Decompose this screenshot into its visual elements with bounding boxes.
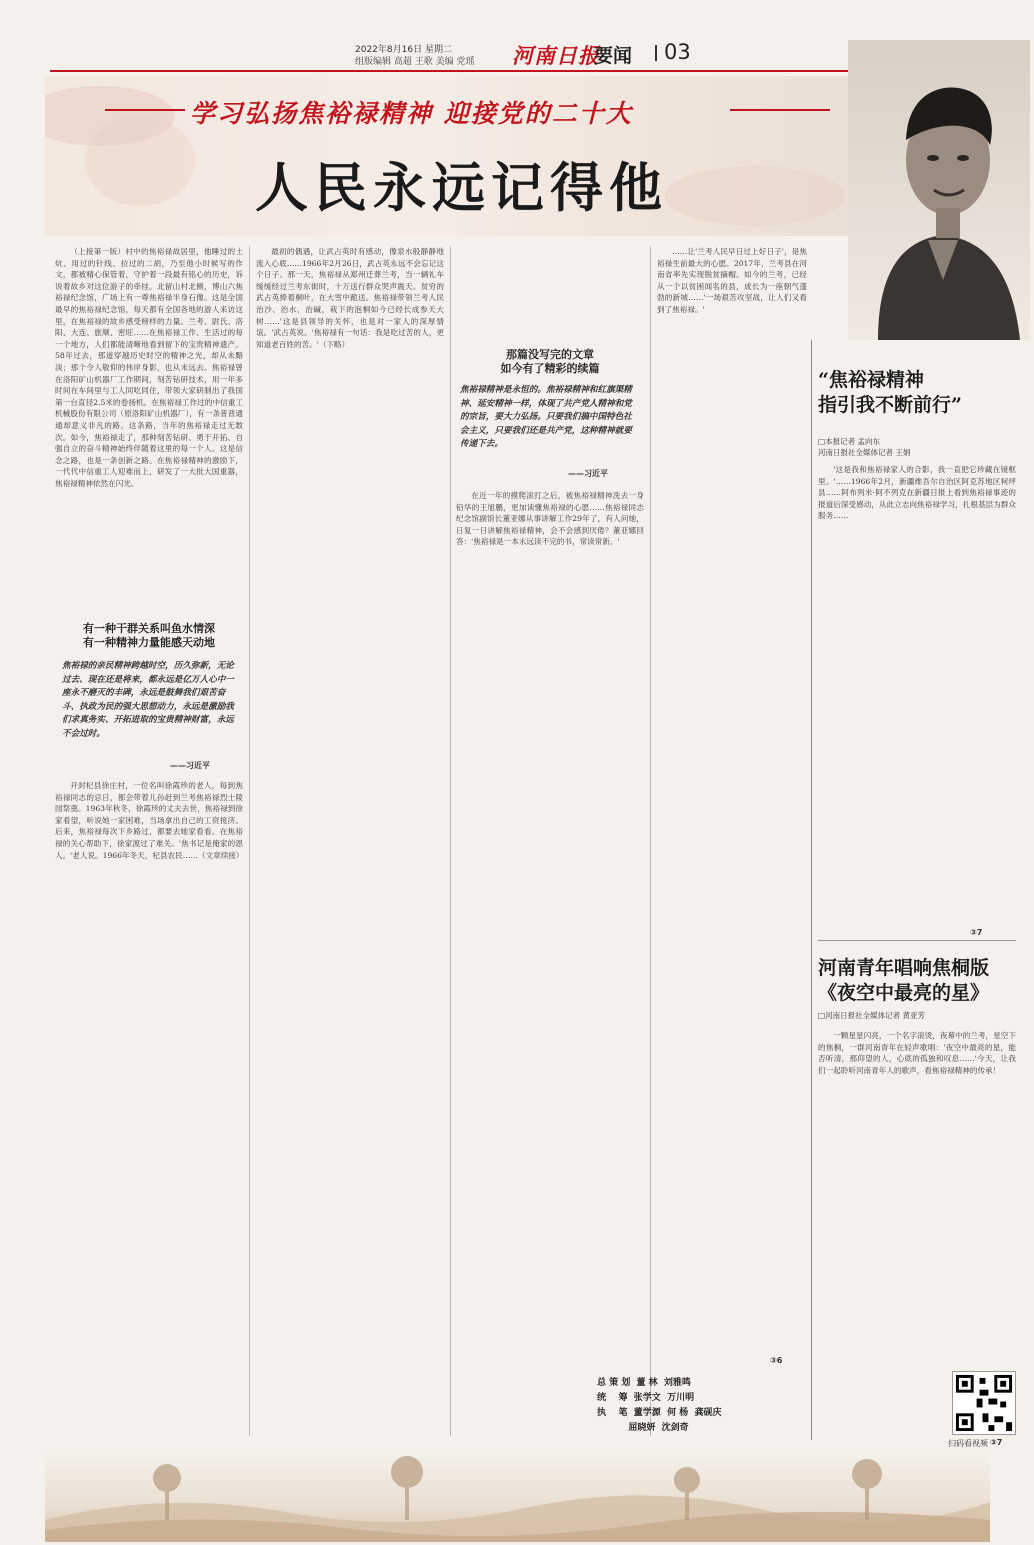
newspaper-logo: 河南日报 [512, 43, 600, 68]
landscape-illustration [45, 1450, 990, 1542]
campaign-slogan: 学习弘扬焦裕禄精神 迎接党的二十大 [190, 99, 633, 128]
quote-signature-2: ——习近平 [568, 469, 608, 478]
footer-decoration [45, 1450, 990, 1542]
quote-text: 焦裕禄精神是永恒的。焦裕禄精神和红旗渠精神、延安精神一样，体现了共产党人精神和党的宗旨，要大力弘扬。只要我们搞中国特色社会主义，只要我们还是共产党，这种精神就要传递下去。 [460, 385, 632, 449]
article-text: 最初的偶遇，让武占英时有感动，像泉水般静静地流入心底……1966年2月26日，武占英永远不会忘记这个日子。那一天，焦裕禄从郑州迁葬兰考，当一辆礼车缓缓经过兰考东街时，十万送行群众哭声震天。贫穷的武占英捧着桐叶，在大雪中跪送。焦裕禄带领兰考人民治沙、治水、治碱，栽下的泡桐如今已经长成参天大树……'这是县领导的关怀，也是对一家人的深厚情谊。'武占英说。'焦裕禄有一句话：我是吃过苦的人，更知道老百姓的苦。'（下略） [256, 247, 444, 349]
sidebar-text: 一颗星星闪亮，一个名字滚烫，夜幕中的兰考，星空下的焦桐，一群河南青年在轻声歌唱：'夜空中最亮的星，能否听清，那仰望的人，心底的孤独和叹息……'今天，让我们一起聆听河南青年人的歌声，看焦裕禄精神的传承！ [818, 1031, 1016, 1075]
quote-text: 焦裕禄的亲民精神跨越时空，历久弥新，无论过去、现在还是将来，都永远是亿万人心中一座永不磨灭的丰碑，永远是鼓舞我们艰苦奋斗、执政为民的强大思想动力，永远是激励我们求真务实、开拓进取的宝贵精神财富，永远不会过时。 [62, 661, 234, 739]
end-mark: ③7 [970, 928, 983, 937]
column-divider [650, 246, 651, 1436]
article-column-1-bottom [55, 780, 243, 1440]
end-mark: ③7 [990, 1438, 1003, 1447]
subheading-text: 有一种干群关系叫鱼水情深 有一种精神力量能感天动地 [83, 622, 215, 649]
article-column-3 [456, 490, 644, 1436]
sidebar-byline-2: □河南日报社全媒体记者 黄亚芳 [818, 1011, 925, 1020]
sidebar-headline-2: 河南青年唱响焦桐版 《夜空中最亮的星》 [818, 957, 990, 1004]
flower-decoration [85, 116, 195, 206]
sidebar-headline-1: “焦裕禄精神 指引我不断前行” [818, 369, 962, 416]
credits-text: 总 策 划 董 林 刘雅鸣 统 筹 张学文 万川明 执 笔 董学源 何 杨 龚砚庆 屈晓妍 沈剑奇 [597, 1378, 722, 1433]
xi-quote-1 [62, 660, 238, 741]
section-name: 要闻 [594, 45, 633, 67]
sidebar-byline-1: □本报记者 孟向东 河南日报社全媒体记者 王娟 [818, 437, 911, 457]
slogan-rule-left [105, 109, 185, 111]
column-divider [450, 246, 451, 1436]
qr-code-label: 扫码看视频 [948, 1439, 988, 1448]
sidebar-text: '这是我和焦裕禄家人的合影，我一直把它珍藏在镜框里。'……1966年2月，新疆维吾尔自治区阿克苏地区柯坪县……阿布列米·阿不列克在新疆日报上看到焦裕禄事迹的报道后深受感动，从此立志向焦裕禄学习，扎根基层为群众服务…… [818, 465, 1016, 521]
sidebar-divider [811, 340, 812, 1440]
portrait-image [848, 40, 1030, 340]
issue-info [355, 44, 474, 68]
issue-date: 2022年8月16日 星期二 [355, 45, 452, 55]
slogan-rule-right [730, 109, 830, 111]
subheading-2 [456, 348, 644, 376]
column-divider [249, 246, 250, 1436]
article-text: 开封杞县徐庄村，一位名叫徐霞珍的老人，每到焦裕禄同志的忌日，都会带着儿孙赶到兰考焦裕禄烈士陵园祭奠。1963年秋冬，徐霞珍的丈夫去世，焦裕禄到徐家看望，听说她一家困难，当场拿出自己的工资接济。后来，焦裕禄每次下乡路过，都要去她家看看。在焦裕禄的关心帮助下，徐家渡过了难关。'焦书记是俺家的恩人。'老人说。1966年冬天，杞县农民……（文章续接） [55, 781, 243, 860]
sidebar-story-1 [818, 464, 1016, 924]
article-text: （上接第一版）村中的焦裕禄故居里，他睡过的土炕、用过的针线、拉过的二胡，乃至他小时候写的作文，都被精心保管着，守护着一段最有铭心的历史，诉说着故乡对这位游子的牵挂。北留山村北侧，博山六焦裕禄纪念馆，广场上有一尊焦裕禄半身石像。这是全国最早的焦裕禄纪念馆，每天都有全国各地的游人来访这里，在焦裕禄的故乡感受榜样的力量。兰考、尉氏、洛阳、大连、旅顺、密旺……在焦裕禄工作、生活过的每一个地方，人们都能清晰地看到留下的宝贵精神遗产。58年过去，那道穿越历史时空的精神之光，却从未黯淡；那个令人敬仰的伟岸身影，也从未远去。焦裕禄曾在洛阳矿山机器厂工作期间，刻苦钻研技术，用一年多时间在车间里与工人同吃同住，带领大家研制出了我国第一台直径2.5米的卷扬机。在焦裕禄工作过的中信重工机械股份有限公司（原洛阳矿山机器厂），有一条普普通通却意义非凡的路。这条路，当年的焦裕禄走过无数次。如今，焦裕禄走了，那种刻苦钻研、勇于开拓、自强自立的奋斗精神始终伴随着这里的每一个人。这是信念之路，也是一条创新之路。在焦裕禄精神的激励下，一代代中信重工人迎难而上，研发了一大批大国重器，焦裕禄精神依然在闪光。 [55, 247, 243, 488]
article-column-2 [256, 246, 444, 1436]
article-text: ……让'兰考人民早日过上好日子'，是焦裕禄生前最大的心愿。2017年，兰考县在河南省率先实现脱贫摘帽。如今的兰考，已经从一个以贫困闻名的县，成长为一座朝气蓬勃的新城……'一场艰苦攻坚战，让人们又看到了焦裕禄。' [657, 247, 807, 314]
subheading-text: 那篇没写完的文章 如今有了精彩的续篇 [500, 348, 600, 375]
main-headline: 人民永远记得他 [255, 157, 668, 219]
article-text: 在近一年的摸爬滚打之后，被焦裕禄精神洗去一身铅华的王旭鹏，更加读懂焦裕禄的心愿……焦裕禄同志纪念馆副馆长董亚娜从事讲解工作29年了，有人问她，日复一日讲解焦裕禄精神，会不会感到厌倦？董亚娜回答：'焦裕禄是一本永远读不完的书，常读常新。' [456, 491, 644, 547]
article-column-4 [657, 246, 807, 1366]
sidebar-separator [818, 940, 1016, 941]
qr-code-icon[interactable] [952, 1371, 1016, 1435]
cloud-decoration [665, 166, 845, 226]
article-column-1-top [55, 246, 243, 586]
page-number: 03 [664, 40, 691, 64]
header-divider [655, 45, 657, 61]
issue-editors: 组版编辑 高超 王歌 美编 党瑶 [355, 57, 475, 67]
xi-quote-2 [460, 384, 640, 452]
end-mark: ③6 [770, 1356, 783, 1365]
quote-signature-1: ——习近平 [170, 761, 210, 770]
subheading-1 [55, 622, 243, 650]
header-rule [50, 70, 980, 72]
credits-block [597, 1376, 721, 1436]
